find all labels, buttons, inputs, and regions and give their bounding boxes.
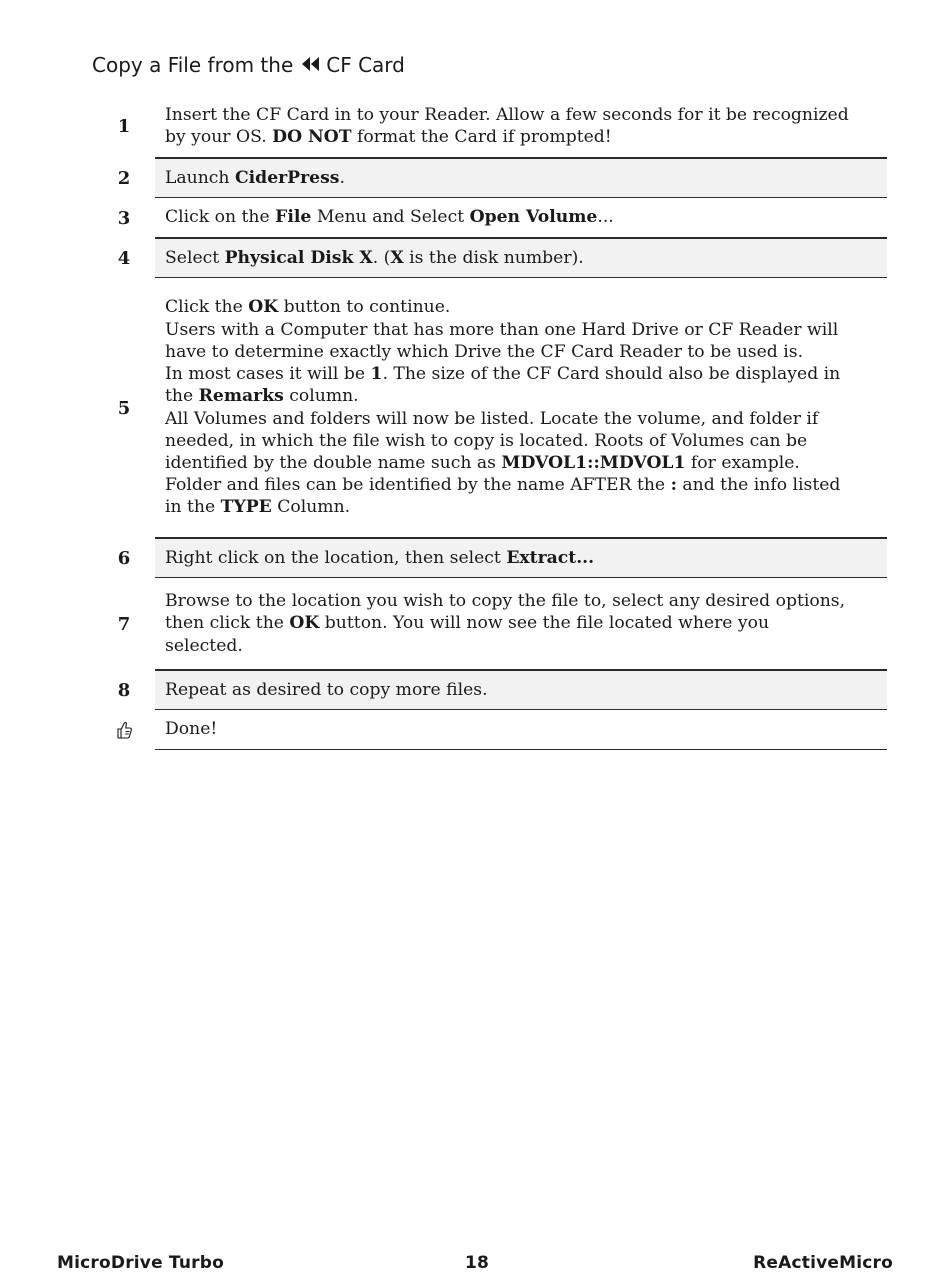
text-run: Insert the CF Card in to your Reader. Allow a few seconds for it be recognized [165,104,849,125]
text-run: Click the [165,297,249,318]
step-line [165,452,877,474]
step-line [165,474,877,496]
step-line [165,296,877,318]
step-number: 2 [117,167,131,189]
bold-term: OK [248,297,279,318]
footer-right: ReActiveMicro [753,1253,893,1273]
text-run: column. [283,386,359,407]
heading-prefix: Copy a File from the [92,53,294,77]
text-run: . [339,167,345,188]
text-run: needed, in which the file wish to copy is located. Roots of Volumes can be [165,430,808,451]
step-number: 3 [117,207,131,229]
text-run: All Volumes and folders will now be listed. Locate the volume, and folder if [165,408,819,429]
bold-term: : [670,475,677,496]
text-run: Click on the [165,207,276,228]
step-line [165,319,877,341]
step-row [105,670,887,710]
step-line [165,247,877,269]
step-row [105,538,887,578]
step-number: 8 [117,679,131,701]
bold-term: TYPE [220,497,272,518]
bold-term: DO NOT [272,127,352,147]
text-run: Select [165,247,225,268]
step-line [165,126,877,148]
step-number: 6 [117,547,131,569]
text-run: Menu and Select [311,207,470,228]
step-line [165,430,877,452]
text-run: then click the [165,613,290,634]
step-line [165,104,877,126]
step-number: 4 [117,247,131,269]
step-line [165,635,877,657]
text-run: Column. [271,497,351,518]
step-line [165,612,877,634]
step-line [165,206,877,228]
text-run: selected. [165,635,243,656]
step-line [165,496,877,518]
step-line [165,167,877,189]
step-line [165,341,877,363]
text-run: Users with a Computer that has more than one Hard Drive or CF Reader will [165,319,839,340]
bold-term: Open Volume [469,207,598,228]
step-line [165,363,877,385]
step-text [155,278,887,538]
step-row [105,238,887,278]
text-run: Browse to the location you wish to copy the file to, select any desired options, [165,591,846,612]
text-run: by your OS. [165,127,273,147]
step-text [155,158,887,198]
step-text [155,538,887,578]
step-text [155,95,887,158]
heading-suffix: CF Card [326,53,405,77]
step-text [155,578,887,670]
text-run: Repeat as desired to copy more files. [165,679,488,700]
text-run: in the [165,497,221,518]
step-line [165,385,877,407]
step-line [165,547,877,569]
step-number: 1 [117,116,131,137]
bold-term: File [275,207,312,228]
step-text [155,710,887,750]
step-row [105,158,887,198]
text-run: and the info listed [676,475,841,496]
text-run: format the Card if prompted! [351,127,612,147]
step-line [165,679,877,701]
text-run: Launch [165,167,235,188]
bold-term: Remarks [198,386,284,407]
step-row [105,278,887,538]
step-text [155,670,887,710]
text-run: the [165,386,199,407]
page-heading [92,53,405,77]
text-run: ... [597,207,614,228]
text-run: . ( [372,247,391,268]
step-row [105,198,887,238]
bold-term: CiderPress [234,167,340,188]
text-run: . The size of the CF Card should also be displayed in [382,364,841,385]
step-row [105,710,887,750]
bold-term: Physical Disk X [224,247,373,268]
text-run: have to determine exactly which Drive the CF Card Reader to be used is. [165,341,804,362]
text-run: button to continue. [278,297,451,318]
step-row [105,578,887,670]
step-number: 5 [117,397,131,419]
step-line [165,718,877,740]
page-number: 18 [465,1253,490,1273]
text-run: button. You will now see the file located where you [319,613,770,634]
text-run: In most cases it will be [165,364,371,385]
bold-term: Extract... [506,547,595,568]
bold-term: 1 [370,364,383,385]
text-run: Folder and files can be identified by the name AFTER the [165,475,671,496]
step-line [165,590,877,612]
text-run: identified by the double name such as [165,452,502,473]
text-run: Done! [165,719,218,740]
step-line [165,408,877,430]
double-left-arrow-icon [300,53,320,77]
bold-term: X [390,247,404,268]
footer-left: MicroDrive Turbo [57,1253,224,1273]
text-run: for example. [685,452,800,473]
text-run: Right click on the location, then select [165,547,507,568]
steps-table [105,95,887,750]
step-number: 7 [117,613,131,635]
bold-term: MDVOL1::MDVOL1 [501,452,686,473]
text-run: is the disk number). [403,247,584,268]
step-row [105,95,887,158]
step-text [155,238,887,278]
bold-term: OK [289,613,320,634]
thumbs-up-hand-icon [105,720,155,740]
step-text [155,198,887,238]
